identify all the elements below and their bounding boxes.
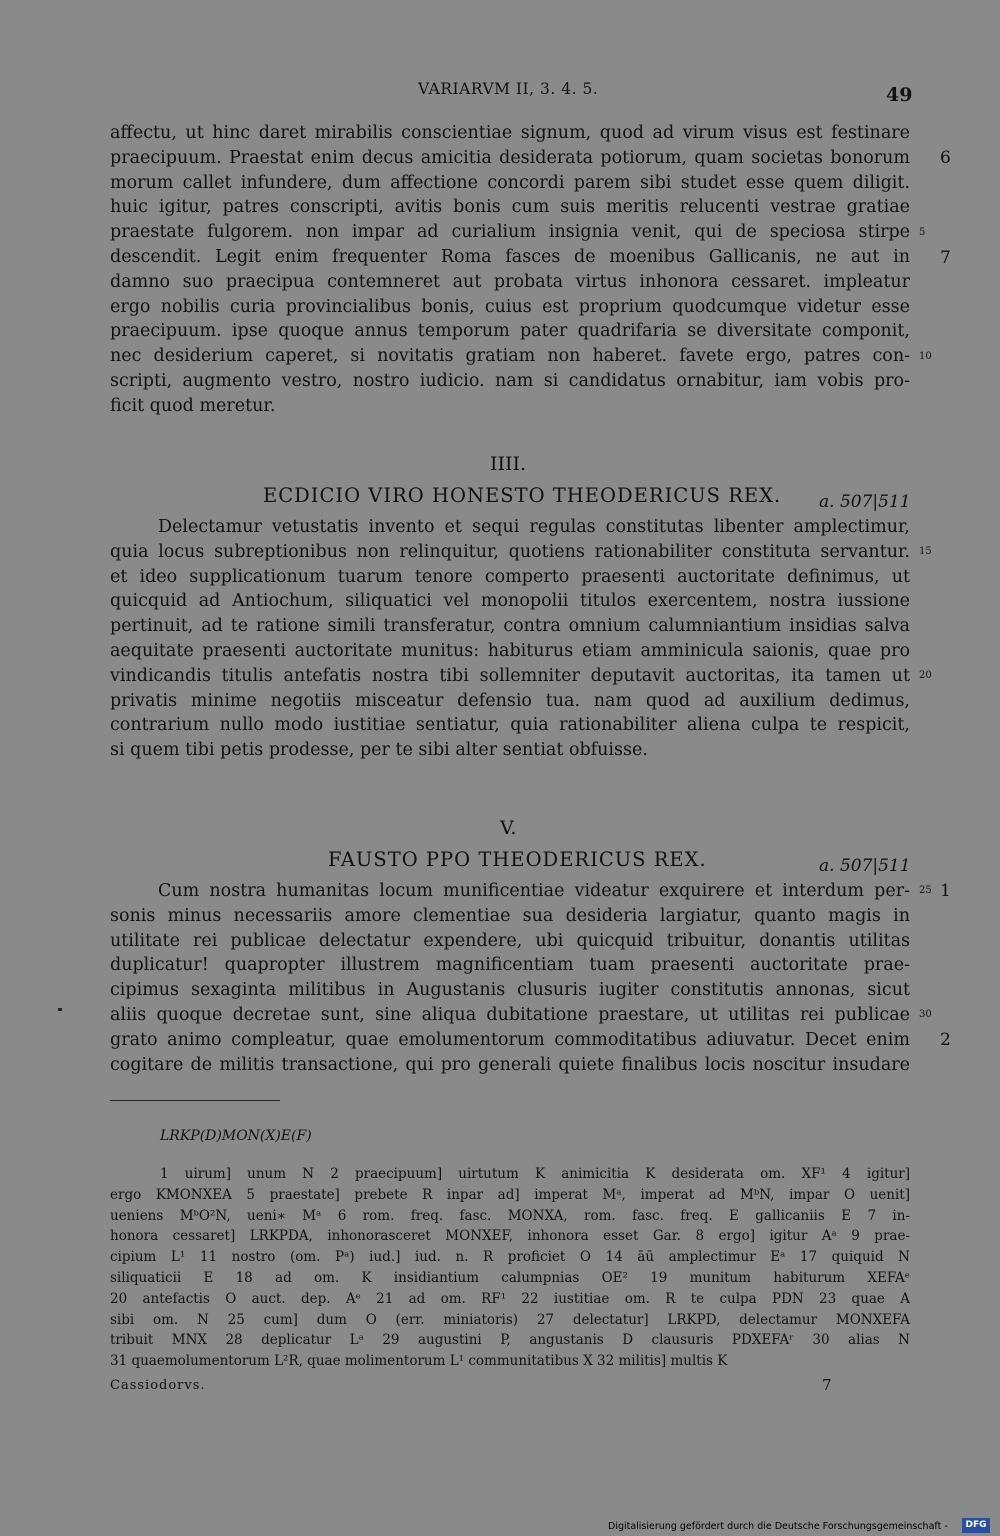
apparatus-line: ergo KMONXEA 5 praestate] prebete R inpar ad] imperat Mᵃ, imperat ad MᵇN, impar O uenit] [110,1186,910,1203]
manuscript-sigla: LRKP(D)MON(X)E(F) [160,1128,312,1144]
text-line: privatis minime negotiis misceatur defensio tua. nam quod ad auxilium dedimus, [110,690,910,711]
letter-numeral-4: IIII. [490,453,527,475]
section-number: 6 [940,148,951,168]
text-line: affectu, ut hinc daret mirabilis conscientiae signum, quod ad virum visus est festinare [110,123,910,143]
margin-line-number: 30 [919,1009,932,1020]
footer-credit: Digitalisierung gefördert durch die Deutsche Forschungsgemeinschaft - [608,1521,948,1532]
letter-title-4: ECDICIO VIRO HONESTO THEODERICUS REX. [263,484,782,507]
text-line: cipimus sexaginta militibus in Augustanis clusuris iugiter constitutis annonas, sicut [110,980,910,1001]
text-line: vindicandis titulis antefatis nostra tibi sollemniter deputavit auctoritas, ita tamen ut [110,665,910,686]
letter-title-5: FAUSTO PPO THEODERICUS REX. [328,848,707,871]
dfg-logo-icon: DFG [962,1518,990,1533]
text-line: quia locus subreptionibus non relinquitur, quotiens rationabiliter constituta servantur. [110,541,910,562]
margin-line-number: 5 [919,227,926,238]
text-line: contrarium nullo modo iustitiae sentiatur, quia rationabiliter aliena culpa te respicit, [110,715,910,736]
text-line: cogitare de militis transactione, qui pro generali quiete finalibus locis noscitur insudare [110,1054,910,1075]
apparatus-line: 1 uirum] unum N 2 praecipuum] uirtutum K animicitia K desiderata om. XF¹ 4 igitur] [160,1166,910,1182]
section-number: 7 [940,248,951,268]
text-line: nec desiderium caperet, si novitatis gratiam non haberet. favete ergo, patres con- [110,346,910,367]
text-line: Cum nostra humanitas locum munificentiae videatur exquirere et interdum per- [158,881,910,901]
sheet-number: 7 [822,1376,832,1394]
text-line: utilitate rei publicae delectatur expendere, ubi quicquid tribuitur, donantis utilitas [110,930,910,951]
section-number: 1 [940,881,951,901]
footnote-rule [110,1100,280,1101]
apparatus-line: sibi om. N 25 cum] dum O (err. miniatoris) 27 delectatur] LRKPD, delectamur MONXEFA [110,1311,910,1328]
text-line: descendit. Legit enim frequenter Roma fasces de moenibus Gallicanis, ne aut in [110,247,910,267]
text-line: grato animo compleatur, quae emolumentorum commoditatibus adiuvatur. Decet enim [110,1029,910,1050]
margin-line-number: 20 [919,670,932,681]
running-header: VARIARVM II, 3. 4. 5. [418,80,599,98]
letter-date-5: a. 507|511 [819,856,911,876]
text-line: scripti, augmento vestro, nostro iudicio. nam si candidatus ornabitur, iam vobis pro- [110,371,910,391]
text-line: duplicatur! quapropter illustrem magnificentiam tuam praesenti auctoritate prae- [110,955,910,976]
margin-line-number: 15 [919,546,932,557]
stray-mark [58,1008,62,1011]
apparatus-line: 20 antefactis O auct. dep. Aᵉ 21 ad om. RF¹ 22 iustitiae om. R te culpa PDN 23 quae A [110,1290,910,1307]
apparatus-line: 31 quaemolumentorum L²R, quae molimentorum L¹ communitatibus X 32 militis] multis K [110,1353,728,1370]
margin-line-number: 10 [919,351,932,362]
margin-line-number: 25 [919,885,932,896]
text-line: ficit quod meretur. [110,395,276,416]
text-line: si quem tibi petis prodesse, per te sibi alter sentiat obfuisse. [110,740,648,761]
text-line: morum callet infundere, dum affectione concordi parem sibi studet esse quem diligit. [110,172,910,193]
text-line: pertinuit, ad te ratione simili transferatur, contra omnium calumniantium insidias salva [110,616,910,637]
letter-date-4: a. 507|511 [819,492,911,512]
page-number: 49 [886,84,913,106]
text-line: sonis minus necessariis amore clementiae sua desideria largiatur, quanto magis in [110,905,910,926]
section-number: 2 [940,1030,951,1050]
apparatus-line: cipium L¹ 11 nostro (om. Pᵃ) iud.] iud. n. R proficiet O 14 āū amplectimur Eᵃ 17 quiquid N [110,1249,910,1266]
text-line: Delectamur vetustatis invento et sequi regulas constitutas libenter amplectimur, [158,517,910,537]
text-line: damno suo praecipua contemneret aut probata virtus inhonora cessaret. impleatur [110,271,910,292]
signature-mark: Cassiodorvs. [110,1378,206,1393]
text-line: praestate fulgorem. non impar ad curialium insignia venit, qui de speciosa stirpe [110,222,910,243]
apparatus-line: siliquaticii E 18 ad om. K insidiantium calumpnias OE² 19 munitum habiturum XEFAᵉ [110,1270,910,1286]
text-line: aequitate praesenti auctoritate munitus: habiturus etiam amminicula saionis, quae pro [110,641,910,661]
text-line: huic igitur, patres conscripti, avitis bonis cum suis meritis relucenti vestrae gratiae [110,197,910,218]
text-line: aliis quoque decretae sunt, sine aliqua dubitatione praestare, ut utilitas rei publicae [110,1005,910,1025]
text-line: ergo nobilis curia provincialibus bonis, cuius est proprium quodcumque videtur esse [110,296,910,317]
apparatus-line: tribuit MNX 28 deplicatur Lᵃ 29 augustini P, angustanis D clausuris PDXEFAʳ 30 alias N [110,1332,910,1349]
letter-numeral-5: V. [500,817,517,839]
text-line: praecipuum. ipse quoque annus temporum pater quadrifaria se diversitate componit, [110,321,910,342]
text-line: quicquid ad Antiochum, siliquatici vel monopolii titulos exercentem, nostra iussione [110,591,910,612]
apparatus-line: ueniens MᵇO²N, ueni∗ Mᵃ 6 rom. freq. fasc. MONXA, rom. fasc. freq. E gallicaniis E 7 in- [110,1207,910,1224]
apparatus-line: honora cessaret] LRKPDA, inhonorasceret MONXEF, inhonora esset Gar. 8 ergo] igitur Aᵃ 9 prae- [110,1228,910,1245]
text-line: et ideo supplicationum tuarum tenore comperto praesenti auctoritate definimus, ut [110,566,910,587]
text-line: praecipuum. Praestat enim decus amicitia desiderata potiorum, quam societas bonorum [110,147,910,168]
